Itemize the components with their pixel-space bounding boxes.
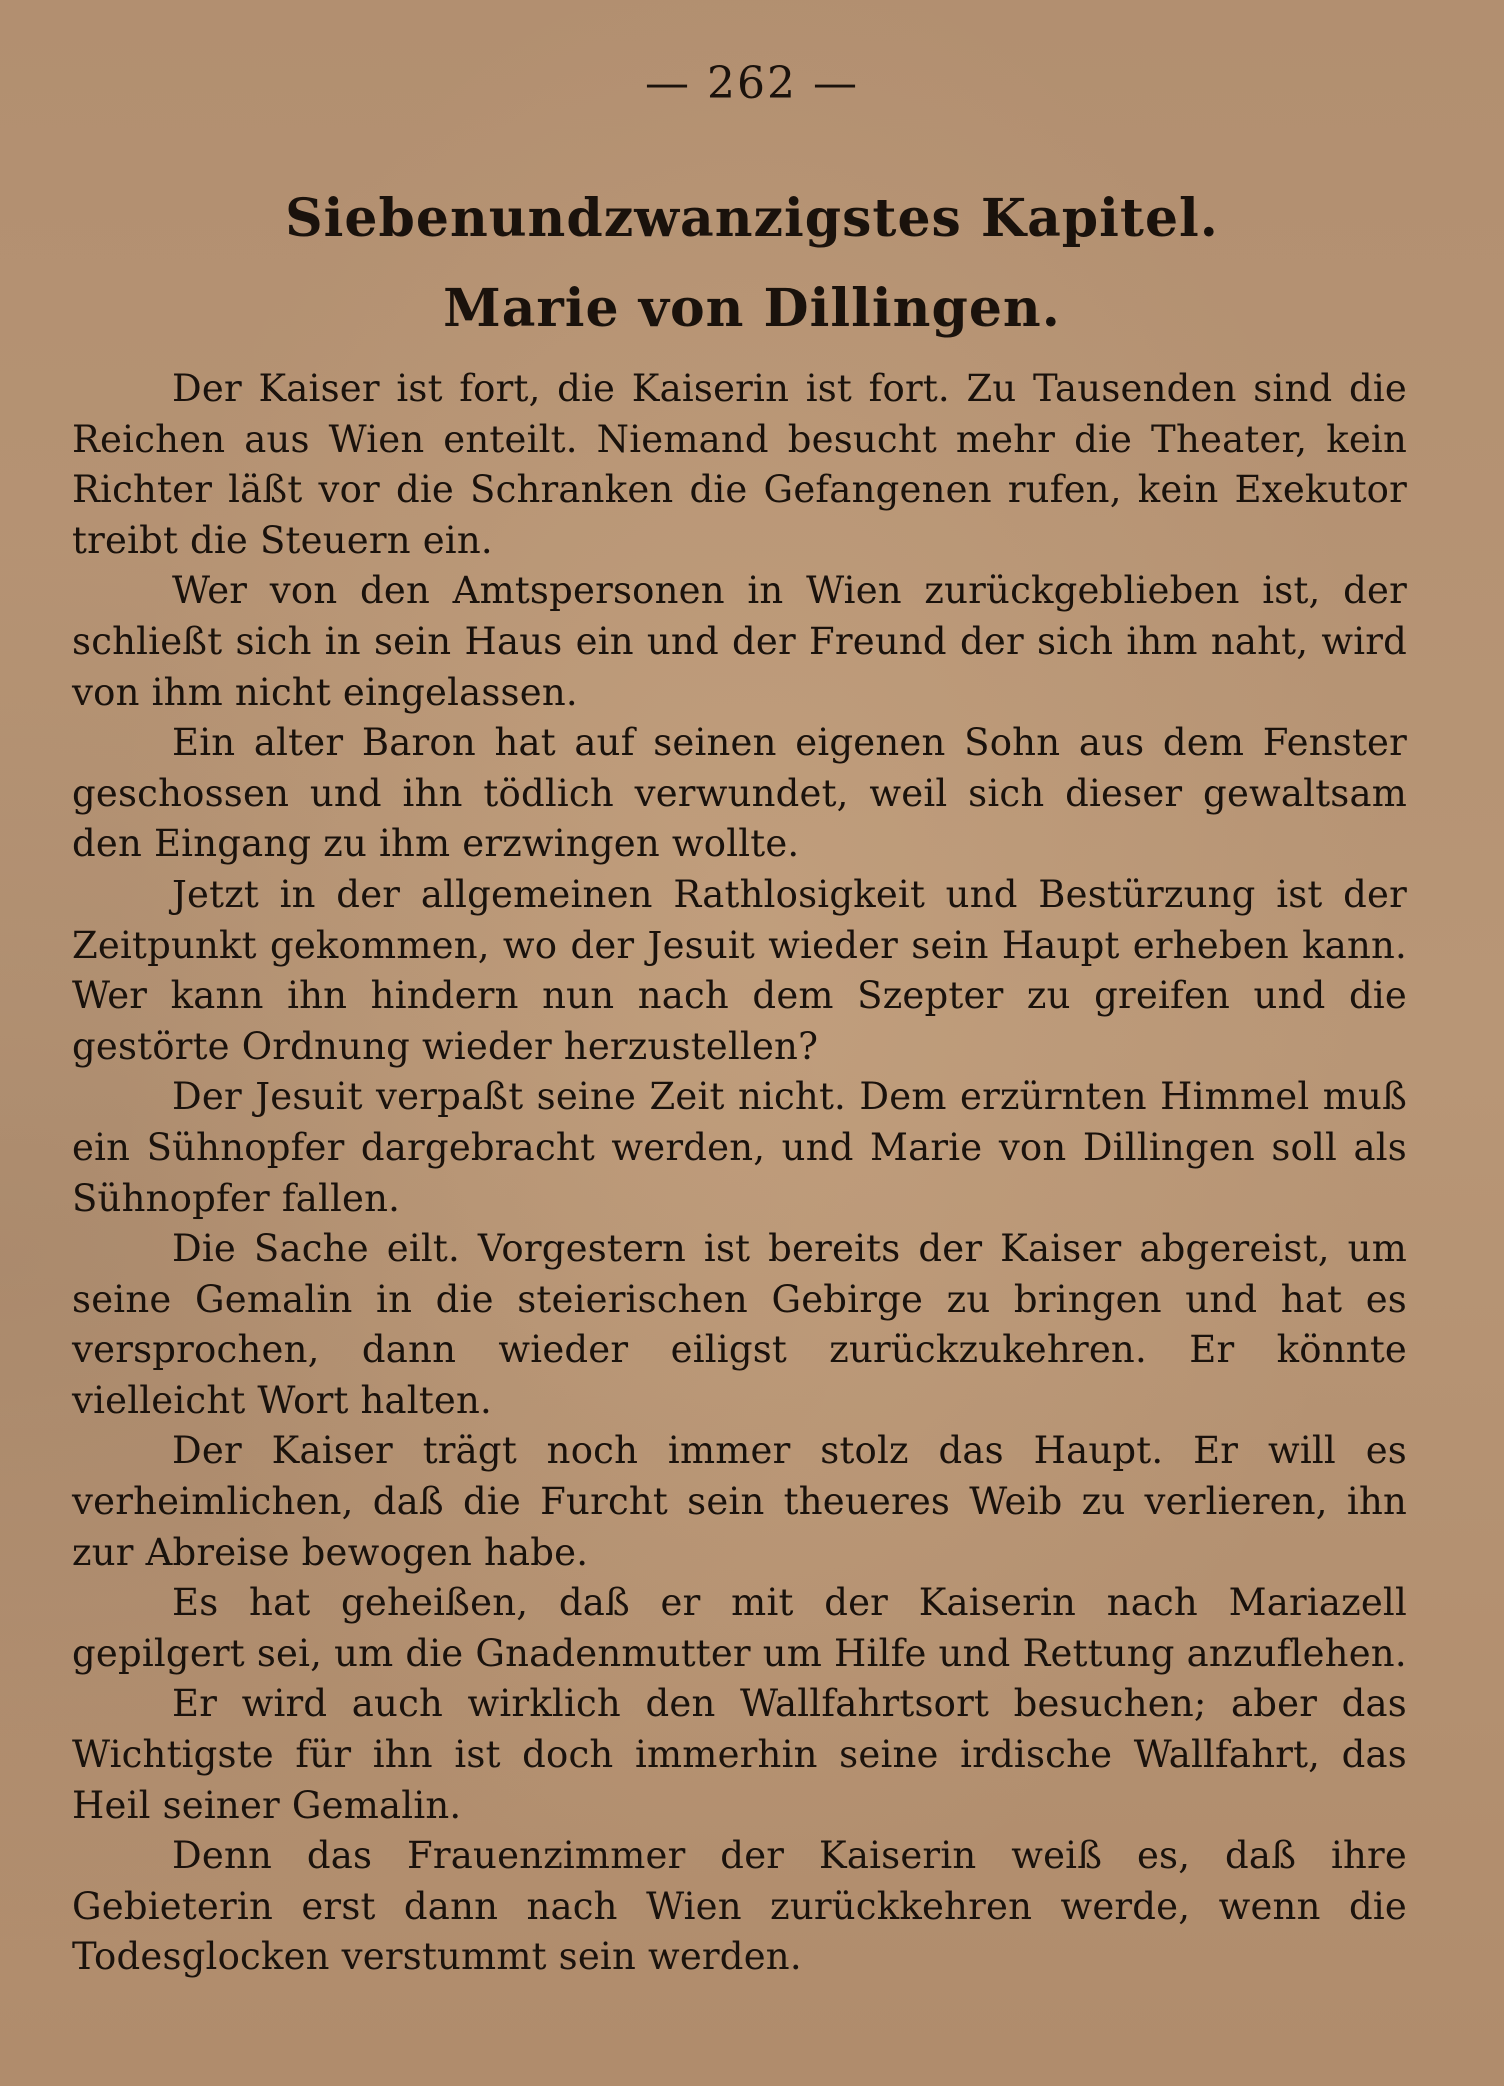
- paragraph: Die Sache eilt. Vorgestern ist bereits der Kaiser abgereist, um seine Gemalin in die steierischen Gebirge zu bringen und hat es versprochen, dann wieder eiligst zurückzukehren. Er könnte vielleicht Wort halten.: [72, 1227, 1407, 1422]
- page-number: — 262 —: [645, 58, 859, 109]
- paragraph: Er wird auch wirklich den Wallfahrtsort besuchen; aber das Wichtigste für ihn ist doch immerhin seine irdische Wallfahrt, das Heil seiner Gemalin.: [72, 1682, 1407, 1827]
- paragraph: Der Jesuit verpaßt seine Zeit nicht. Dem erzürnten Himmel muß ein Sühnopfer dargebracht werden, und Marie von Dillingen soll als Sühnopfer fallen.: [72, 1075, 1407, 1220]
- chapter-title: Siebenundzwanzigstes Kapitel.: [285, 188, 1219, 249]
- paragraph: Wer von den Amtspersonen in Wien zurückgeblieben ist, der schließt sich in sein Haus ein und der Freund der sich ihm naht, wird von ihm nicht eingelassen.: [72, 569, 1407, 714]
- chapter-subtitle: Marie von Dillingen.: [443, 278, 1061, 339]
- paragraph: Ein alter Baron hat auf seinen eigenen Sohn aus dem Fenster geschossen und ihn tödlich verwundet, weil sich dieser gewaltsam den Eingang zu ihm erzwingen wollte.: [72, 721, 1407, 866]
- paragraph: Der Kaiser trägt noch immer stolz das Haupt. Er will es verheimlichen, daß die Furcht sein theueres Weib zu verlieren, ihn zur Abreise bewogen habe.: [72, 1429, 1407, 1574]
- paragraph: Jetzt in der allgemeinen Rathlosigkeit und Bestürzung ist der Zeitpunkt gekommen, wo der Jesuit wieder sein Haupt erheben kann. Wer kann ihn hindern nun nach dem Szepter zu greifen und die gestörte Ordnung wieder herzustellen?: [72, 872, 1407, 1068]
- body-text: [72, 364, 1407, 1983]
- paragraph: Denn das Frauenzimmer der Kaiserin weiß es, daß ihre Gebieterin erst dann nach Wien zurückkehren werde, wenn die Todesglocken verstummt sein werden.: [72, 1834, 1407, 1979]
- paragraph: Der Kaiser ist fort, die Kaiserin ist fort. Zu Tausenden sind die Reichen aus Wien enteilt. Niemand besucht mehr die Theater, kein Richter läßt vor die Schranken die Gefangenen rufen, kein Exekutor treibt die Steuern ein.: [72, 367, 1407, 562]
- paragraph: Es hat geheißen, daß er mit der Kaiserin nach Mariazell gepilgert sei, um die Gnadenmutter um Hilfe und Rettung anzuflehen.: [72, 1581, 1407, 1675]
